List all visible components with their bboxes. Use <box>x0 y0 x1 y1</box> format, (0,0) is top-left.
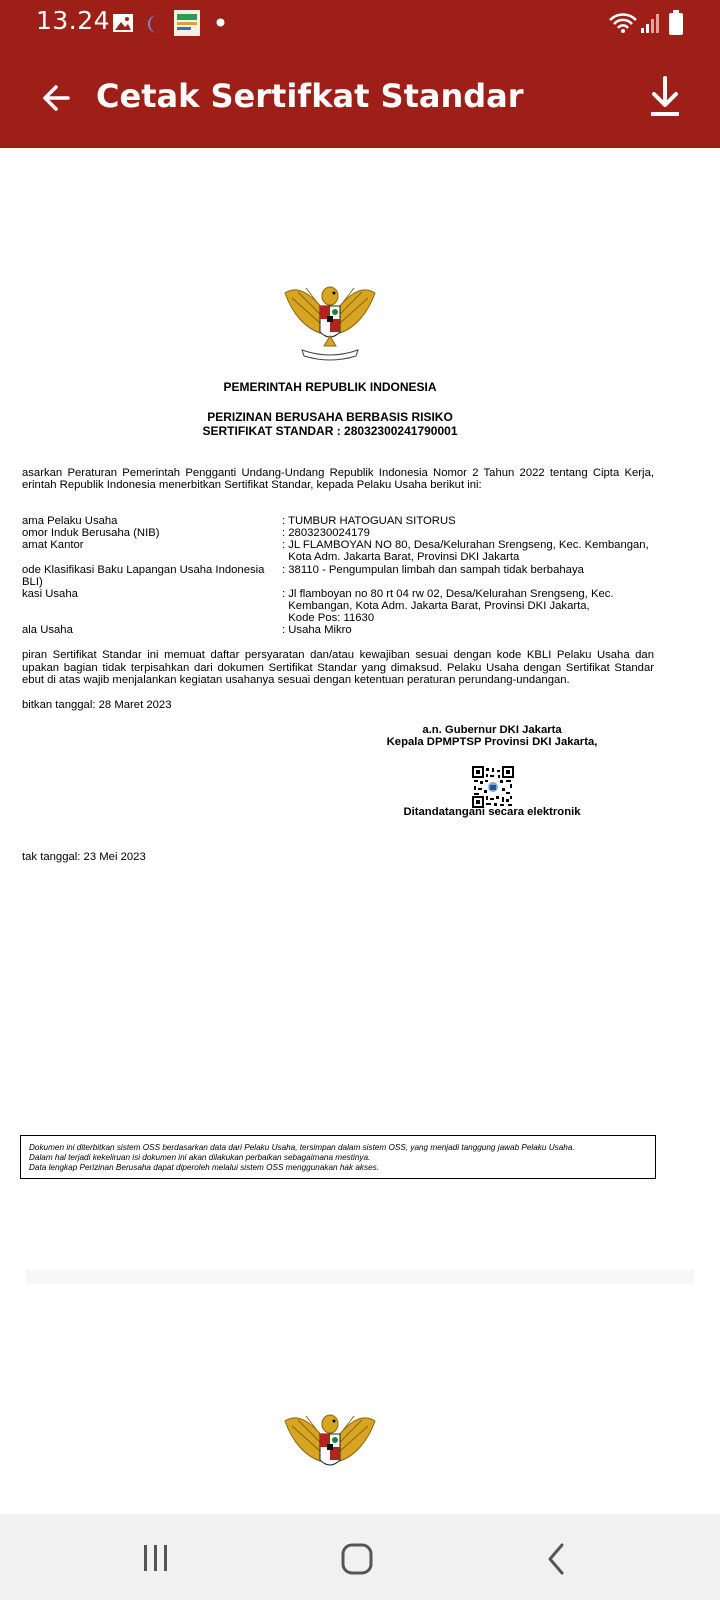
paragraph-line-3: ebut di atas wajib menjalankan kegiatan usahanya sesuai dengan ketentuan peraturan perundang-undangan. <box>22 674 570 686</box>
arrow-left-icon[interactable] <box>38 80 74 116</box>
recent-apps-icon[interactable] <box>140 1542 172 1574</box>
signature-electronic: Ditandatangani secara elektronik <box>403 806 581 818</box>
system-nav-bar <box>0 1514 720 1600</box>
doc-header-licensing: PERIZINAN BERUSAHA BERBASIS RISIKO <box>207 410 453 424</box>
signature-line-2: Kepala DPMPTSP Provinsi DKI Jakarta, <box>386 736 598 748</box>
paragraph-line-2: upakan bagian tidak terpisahkan dari dokumen Sertifikat Standar yang dimaksud. Pelaku Usaha dengan Sertifikat Standar <box>22 662 654 674</box>
garuda-emblem-icon <box>280 268 380 366</box>
intro-line-2: erintah Republik Indonesia menerbitkan Sertifikat Standar, kepada Pelaku Usaha berikut ini: <box>22 479 482 491</box>
field-value-business-scale: : Usaha Mikro <box>282 624 352 636</box>
field-value-business-name: : TUMBUR HATOGUAN SITORUS <box>282 515 456 527</box>
battery-icon <box>668 10 684 36</box>
disclaimer-line-2: Dalam hal terjadi kekeliruan isi dokumen ini akan dilakukan perbaikan sebagaimana mestinya. <box>29 1153 371 1162</box>
field-label-office-address: amat Kantor <box>22 539 84 551</box>
garuda-emblem-page2-icon <box>280 1396 380 1494</box>
intro-line-1: asarkan Peraturan Pemerintah Pengganti Undang-Undang Republik Indonesia Nomor 2 Tahun 2022 tentang Cipta Kerja, <box>22 467 654 479</box>
field-label-business-location: kasi Usaha <box>22 588 78 600</box>
field-label-business-scale: ala Usaha <box>22 624 73 636</box>
field-value-office-address-1: : JL FLAMBOYAN NO 80, Desa/Kelurahan Srengseng, Kec. Kembangan, <box>282 539 649 551</box>
image-icon <box>112 12 134 34</box>
page-separator <box>26 1270 694 1284</box>
back-nav-icon[interactable] <box>544 1542 570 1576</box>
app-thumbnail-icon <box>174 10 200 36</box>
app-bar <box>0 48 720 148</box>
disclaimer-line-3: Data lengkap Perizinan Berusaha dapat diperoleh melalui sistem OSS menggunakan hak akses. <box>29 1163 379 1172</box>
home-icon[interactable] <box>340 1542 374 1576</box>
issued-date: bitkan tanggal: 28 Maret 2023 <box>22 699 172 711</box>
field-value-business-location-1: : Jl flamboyan no 80 rt 04 rw 02, Desa/Kelurahan Srengseng, Kec. <box>282 588 614 600</box>
page-title: Cetak Sertifkat Standar <box>96 77 524 115</box>
paragraph-line-1: piran Sertifikat Standar ini memuat daftar persyaratan dan/atau kewajiban sesuai dengan kode KBLI Pelaku Usaha dan <box>22 649 654 661</box>
field-value-business-location-2: Kembangan, Kota Adm. Jakarta Barat, Provinsi DKI Jakarta, <box>282 600 590 612</box>
field-label-business-name: ama Pelaku Usaha <box>22 515 118 527</box>
printed-date: tak tanggal: 23 Mei 2023 <box>22 851 146 863</box>
signal-icon <box>640 12 662 34</box>
oss-disclaimer-box <box>20 1135 656 1179</box>
field-value-nib: : 2803230024179 <box>282 527 370 539</box>
certificate-document[interactable] <box>0 148 720 1514</box>
field-label-kbli: ode Klasifikasi Baku Lapangan Usaha Indonesia <box>22 564 265 576</box>
qr-code-icon <box>472 766 514 808</box>
field-label-kbli-2: BLI) <box>22 576 43 588</box>
moon-icon <box>148 14 162 34</box>
doc-header-certificate-number: SERTIFIKAT STANDAR : 28032300241790001 <box>202 424 458 438</box>
field-value-business-location-3: Kode Pos: 11630 <box>282 612 375 624</box>
download-icon[interactable] <box>648 76 682 118</box>
field-value-kbli: : 38110 - Pengumpulan limbah dan sampah tidak berbahaya <box>282 564 584 576</box>
status-bar <box>0 0 720 48</box>
wifi-icon <box>608 12 638 34</box>
field-value-office-address-2: Kota Adm. Jakarta Barat, Provinsi DKI Jakarta <box>282 551 520 563</box>
signature-line-1: a.n. Gubernur DKI Jakarta <box>422 724 562 736</box>
status-time: 13.24 <box>36 6 111 35</box>
doc-header-government: PEMERINTAH REPUBLIK INDONESIA <box>223 380 437 394</box>
dot-icon <box>216 18 225 27</box>
disclaimer-line-1: Dokumen ini diterbitkan sistem OSS berdasarkan data dari Pelaku Usaha, tersimpan dalam sistem OSS, yang menjadi tanggung jawab Pelaku Usaha. <box>29 1143 575 1152</box>
field-label-nib: omor Induk Berusaha (NIB) <box>22 527 160 539</box>
